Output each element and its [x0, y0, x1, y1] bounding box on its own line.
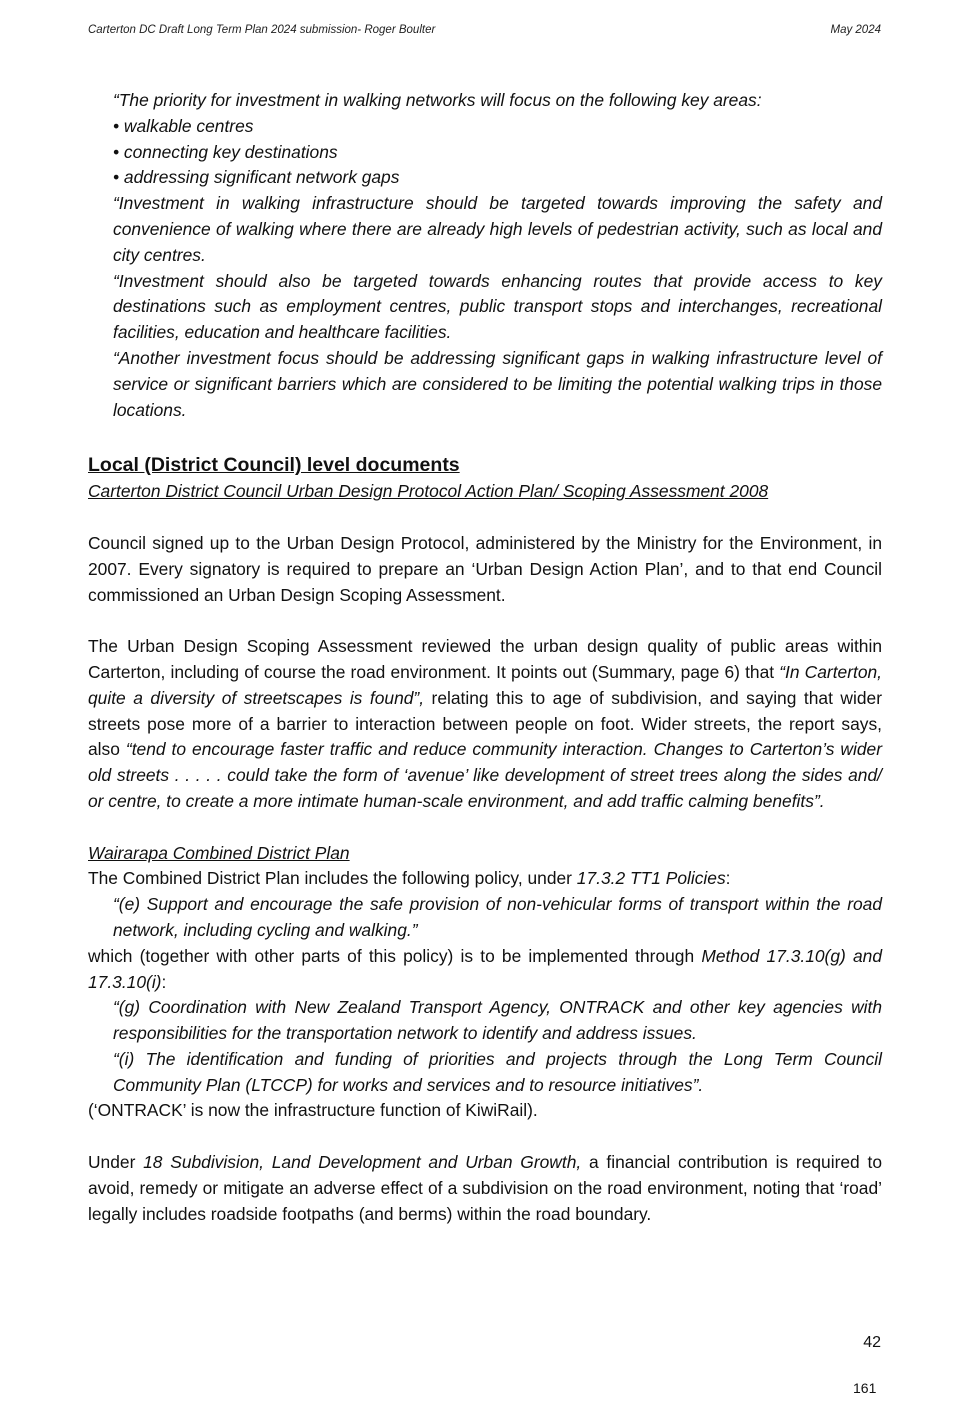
inline-quote: “tend to encourage faster traffic and reduce community interaction. Changes to Carterton’s wider old streets . . . . . could take the form of ‘avenue’ like development of street trees along the sides and/ or centre, to create a more intimate human-scale environment, and add traffic calming benefits”. — [88, 739, 882, 811]
policy-quote — [113, 892, 882, 944]
inline-quote: “In Carterton, quite a diversity of streetscapes is found”, — [88, 661, 883, 708]
section-reference: 18 Subdivision, Land Development and Urban Growth, — [143, 1152, 582, 1173]
quote-lead: “The priority for investment in walking networks will focus on the following key areas: — [113, 90, 762, 110]
body-paragraph: The Combined District Plan includes the following policy, under 17.3.2 TT1 Policies: — [88, 868, 731, 889]
body-paragraph: Under 18 Subdivision, Land Development and Urban Growth, a financial contribution is required to avoid, remedy or mitigate an adverse effect of a subdivision on the road environment, noting that ‘road’ legally includes roadside footpaths (and berms) within the road boundary. — [88, 1152, 882, 1224]
quote-bullet: • walkable centres — [113, 115, 254, 136]
section-subheading: Carterton District Council Urban Design Protocol Action Plan/ Scoping Assessment 2008 — [88, 481, 769, 502]
quote-paragraph: “(e) Support and encourage the safe provision of non-vehicular forms of transport within the road network, including cycling and walking.” — [113, 894, 882, 940]
page-content — [88, 88, 882, 1227]
walking-investment-quote — [113, 88, 882, 423]
header-date: May 2024 — [830, 24, 881, 36]
body-paragraph: (‘ONTRACK’ is now the infrastructure function of KiwiRail). — [88, 1100, 538, 1121]
body-paragraph: Council signed up to the Urban Design Protocol, administered by the Ministry for the Environment, in 2007. Every signatory is required to prepare an ‘Urban Design Action Plan’, and to that end Council commissioned an Urban Design Scoping Assessment. — [88, 532, 882, 605]
page-number: 42 — [863, 1334, 881, 1351]
document-page-number: 161 — [853, 1380, 877, 1396]
method-quote — [113, 995, 882, 1098]
quote-bullet: • addressing significant network gaps — [113, 167, 400, 188]
header-title: Carterton DC Draft Long Term Plan 2024 submission- Roger Boulter — [88, 24, 436, 36]
policy-reference: 17.3.2 TT1 Policies — [576, 868, 726, 889]
method-reference: Method 17.3.10(g) and 17.3.10(i) — [88, 945, 882, 992]
quote-paragraph: “Another investment focus should be addressing significant gaps in walking infrastructure level of service or significant barriers which are considered to be limiting the potential walking trips in those locations. — [113, 347, 882, 420]
quote-paragraph: “Investment in walking infrastructure should be targeted towards improving the safety and convenience of walking where there are already high levels of pedestrian activity, such as local and city centres. — [113, 193, 882, 265]
quote-bullet: • connecting key destinations — [113, 141, 338, 162]
quote-paragraph: “(i) The identification and funding of priorities and projects through the Long Term Council Community Plan (LTCCP) for works and services and to resource initiatives”. — [113, 1048, 882, 1095]
section-heading: Local (District Council) level documents — [88, 454, 460, 477]
quote-paragraph: “(g) Coordination with New Zealand Transport Agency, ONTRACK and other key agencies with responsibilities for the transportation network to identify and address issues. — [113, 997, 882, 1044]
body-paragraph: which (together with other parts of this policy) is to be implemented through Method 17.3.10(g) and 17.3.10(i): — [88, 945, 882, 992]
quote-paragraph: “Investment should also be targeted towards enhancing routes that provide access to key destinations such as employment centres, public transport stops and interchanges, recreational facilities, education and healthcare facilities. — [113, 270, 882, 343]
wairarapa-subheading: Wairarapa Combined District Plan — [88, 842, 350, 863]
body-paragraph: The Urban Design Scoping Assessment reviewed the urban design quality of public areas within Carterton, including of course the road environment. It points out (Summary, page 6) that “In Carterton, quite a diversity of streetscapes is found”, relating this to age of subdivision, and saying that wider streets pose more of a barrier to interaction between people on foot. Wider streets, the report says, also “tend to encourage faster traffic and reduce community interaction. Changes to Carterton’s wider old streets . . . . . could take the form of ‘avenue’ like development of street trees along the sides and/ or centre, to create a more intimate human-scale environment, and add traffic calming benefits”. — [88, 636, 883, 811]
